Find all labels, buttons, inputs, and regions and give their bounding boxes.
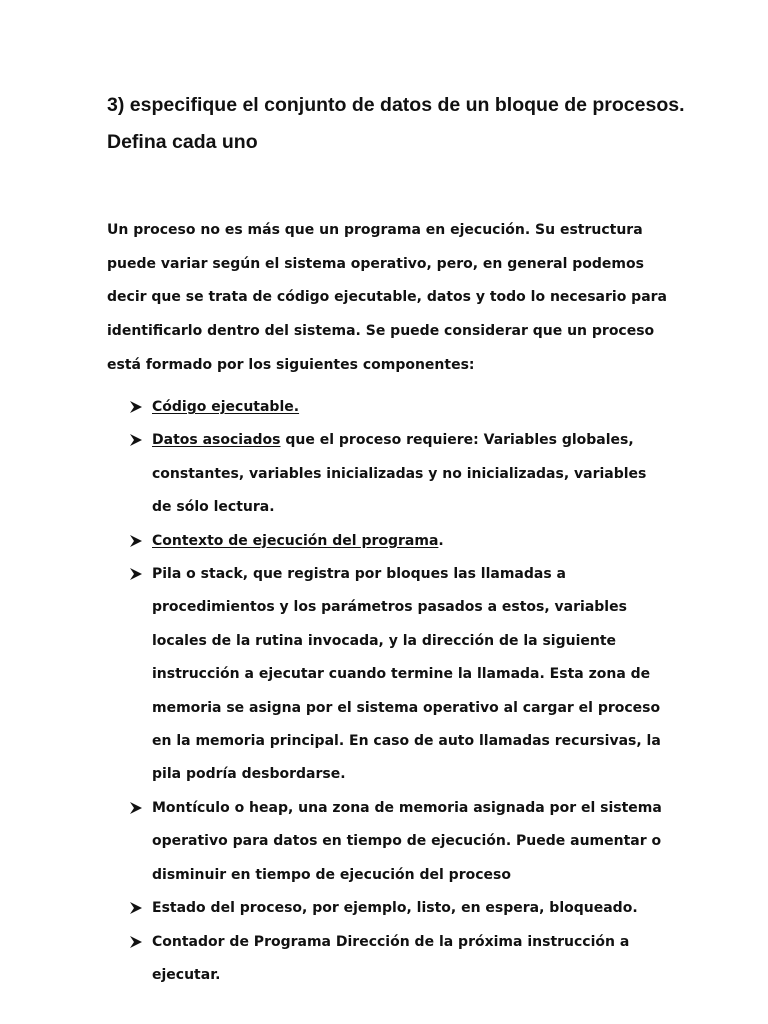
list-item-text: Contador de Programa Dirección de la próxima instrucción a ejecutar. (152, 933, 630, 983)
intro-paragraph: Un proceso no es más que un programa en ejecución. Su estructura puede variar según el sistema operativo, pero, en general podemos decir que se trata de código ejecutable, datos y todo lo necesario para identificarlo dentro del sistema. Se puede considerar que un proceso está formado por los siguientes componentes: (107, 222, 668, 373)
arrowhead-bullet-icon (129, 567, 143, 581)
arrowhead-bullet-icon (129, 801, 143, 815)
list-item-text: Montículo o heap, una zona de memoria asignada por el sistema operativo para datos en tiempo de ejecución. Puede aumentar o disminuir en tiempo de ejecución del proceso (152, 799, 662, 883)
list-item-text: Pila o stack, que registra por bloques las llamadas a procedimientos y los parámetros pasados a estos, variables locales de la rutina invocada, y la dirección de la siguiente instrucción a ejecutar cuando termine la llamada. Esta zona de memoria se asigna por el sistema operativo al cargar el proceso en la memoria principal. En caso de auto llamadas recursivas, la pila podría desbordarse. (152, 566, 661, 783)
list-item-text: Estado del proceso, por ejemplo, listo, en espera, bloqueado. (152, 900, 638, 917)
arrowhead-bullet-icon (129, 935, 143, 949)
arrowhead-bullet-icon (129, 534, 143, 548)
list-item-text: que el proceso requiere: Variables globales, constantes, variables inicializadas y no inicializadas, variables de sólo lectura. (152, 432, 647, 516)
arrowhead-bullet-icon (129, 433, 143, 447)
list-item-text: . (438, 532, 444, 549)
list-item-monticulo (108, 792, 668, 892)
list-item-underlined: Código ejecutable. (152, 399, 300, 415)
arrowhead-bullet-icon (129, 901, 143, 915)
list-item-contexto (108, 525, 668, 558)
list-item-underlined: Datos asociados (152, 432, 281, 449)
list-item-codigo (108, 391, 668, 424)
list-item-datos (108, 424, 668, 524)
list-item-estado (108, 892, 668, 925)
list-item-contador (108, 926, 668, 993)
section-heading: 3) especifique el conjunto de datos de un bloque de procesos. Defina cada uno (107, 94, 685, 153)
components-list (108, 391, 668, 992)
list-item-underlined: Contexto de ejecución del programa (152, 532, 439, 549)
list-item-pila (108, 558, 668, 792)
arrowhead-bullet-icon (129, 400, 143, 414)
